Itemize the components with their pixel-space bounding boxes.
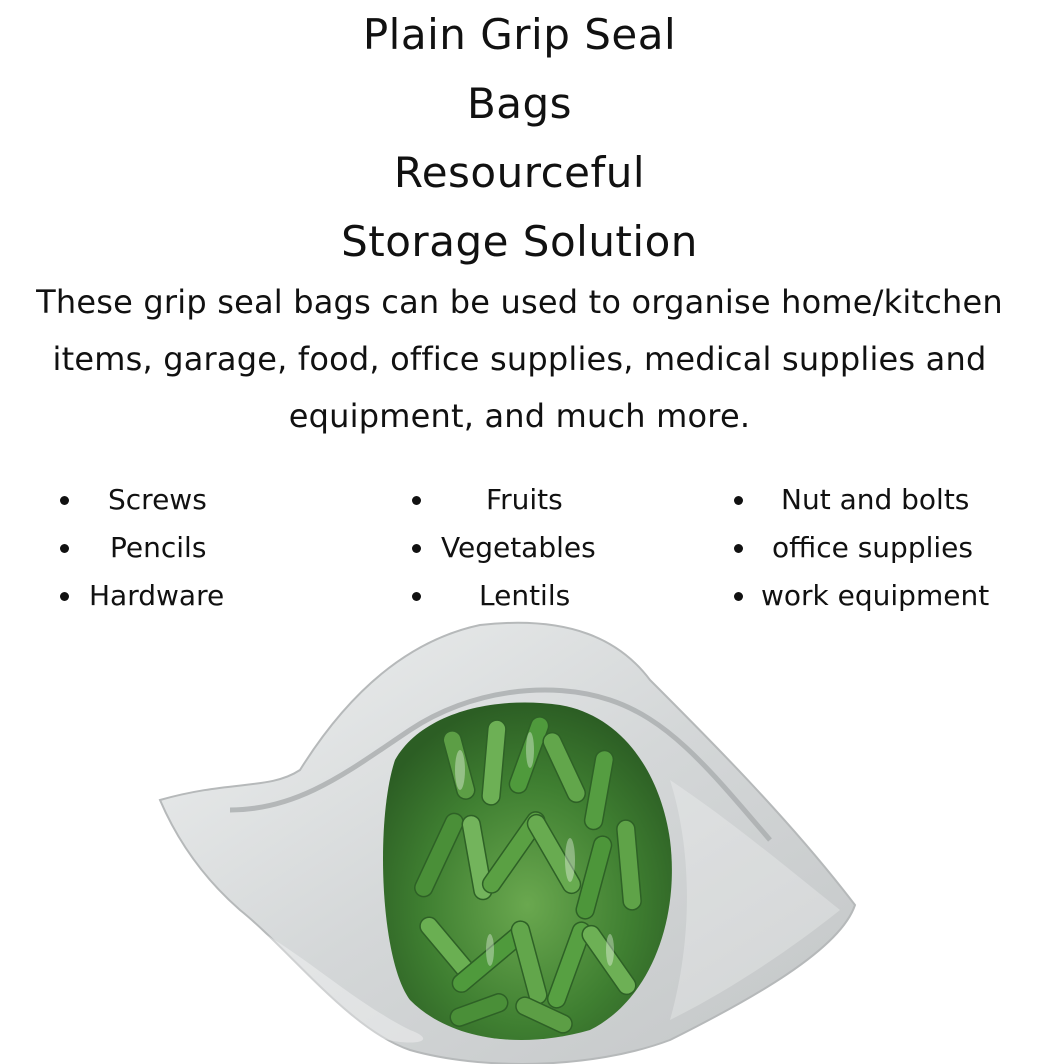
bullet-icon xyxy=(734,496,743,505)
description-line-2: items, garage, food, office supplies, medical supplies and xyxy=(52,340,987,378)
list-item-label: Vegetables xyxy=(441,531,596,564)
green-beans-bag-photo xyxy=(150,620,870,1064)
title-block xyxy=(0,0,1039,276)
list-item-label: Lentils xyxy=(479,579,571,612)
list-item-label: work equipment xyxy=(761,579,990,612)
title-line-1: Plain Grip Seal xyxy=(362,10,677,59)
description-line-3: equipment, and much more. xyxy=(288,397,751,435)
title-line-2: Bags xyxy=(466,79,573,128)
list-item-label: Pencils xyxy=(110,531,207,564)
list-item xyxy=(0,572,1039,620)
description-line-1: These grip seal bags can be used to organise home/kitchen xyxy=(36,283,1003,321)
list-item xyxy=(0,524,1039,572)
list-item-label: Screws xyxy=(108,483,207,516)
list-item xyxy=(0,476,1039,524)
title-line-4: Storage Solution xyxy=(341,217,698,266)
bullet-icon xyxy=(734,592,743,601)
title-line-3: Resourceful xyxy=(393,148,646,197)
bullet-icon xyxy=(734,544,743,553)
list-item-label: Nut and bolts xyxy=(781,483,970,516)
list-item-label: Hardware xyxy=(89,579,225,612)
description xyxy=(0,274,1039,445)
use-list-column-3 xyxy=(0,476,1039,620)
list-item-label: Fruits xyxy=(486,483,563,516)
list-item-label: office supplies xyxy=(772,531,973,564)
